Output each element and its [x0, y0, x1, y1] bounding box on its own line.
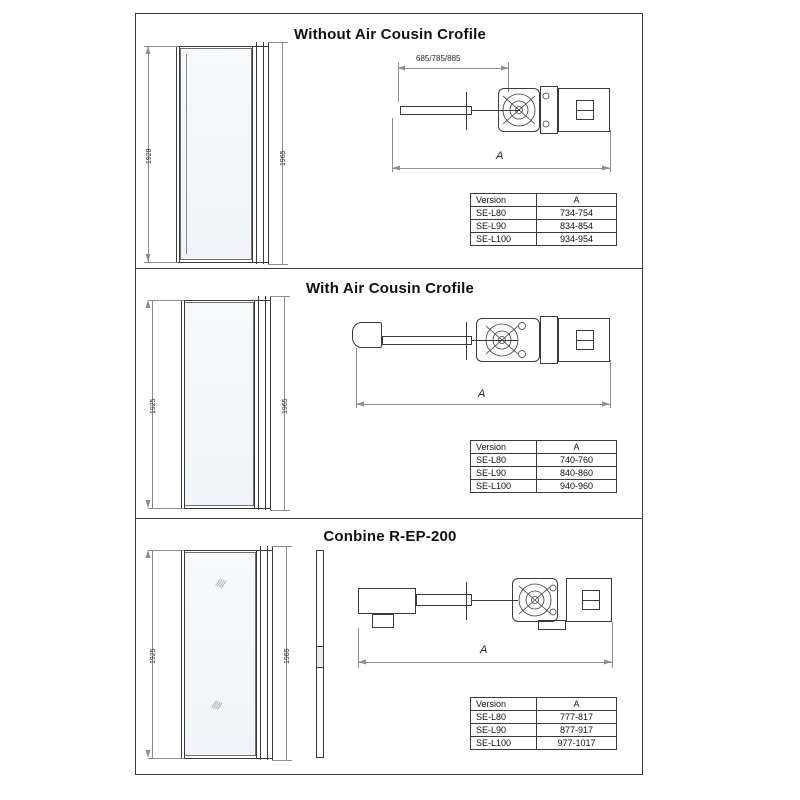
- panel-1-title: Without Air Cousin Crofile: [294, 26, 486, 43]
- elevation-2-height-left: 1925: [150, 398, 157, 414]
- elevation-2-dim-left-tick-bottom: [148, 508, 184, 509]
- spec-table-2-r3-version: SE-L100: [471, 480, 537, 493]
- panel-divider-1: [135, 268, 643, 269]
- table-row: [471, 711, 617, 724]
- spec-table-2-header-a: A: [537, 441, 617, 454]
- elevation-3-bottom-rail: [181, 758, 272, 759]
- spec-table-1-r2-a: 834-854: [537, 220, 617, 233]
- plan-3-wall-profile-slot-mid: [582, 600, 600, 601]
- spec-table-1-r1-a: 734-754: [537, 207, 617, 220]
- plan-2-overall-ext-right: [610, 360, 611, 408]
- plan-1-hinge-axis: [466, 92, 467, 130]
- spec-table-1-r1-version: SE-L80: [471, 207, 537, 220]
- plan-1-hinge-body: [498, 88, 540, 132]
- spec-table-2-r2-a: 840-860: [537, 467, 617, 480]
- table-row: [471, 467, 617, 480]
- plan-1-top-dimension: 685/785/885: [416, 54, 461, 63]
- elevation-2-mid-line: [254, 300, 255, 508]
- spec-table-1-header-a: A: [537, 194, 617, 207]
- elevation-1-mid-line: [252, 46, 253, 262]
- elevation-1-glass: [180, 48, 252, 260]
- elevation-1-dim-left-tick-top: [144, 46, 178, 47]
- spec-table-3-header-version: Version: [471, 698, 537, 711]
- plan-2-overall-ext-left: [356, 348, 357, 408]
- plan-2-hinge-plate: [540, 316, 558, 364]
- spec-table-2-r1-a: 740-760: [537, 454, 617, 467]
- elevation-3-dim-right-tick-bottom: [272, 760, 292, 761]
- elevation-1-bottom-rail: [176, 262, 268, 263]
- elevation-3-left-post: [181, 550, 182, 758]
- elevation-3-dim-right-tick-top: [272, 546, 292, 547]
- elevation-1-top-rail: [176, 46, 268, 47]
- spec-table-3-r3-a: 977-1017: [537, 737, 617, 750]
- elevation-3-height-left: 1925: [150, 648, 157, 664]
- table-row: [471, 737, 617, 750]
- plan-3-hinge-body: [512, 578, 558, 622]
- panel-2-title: With Air Cousin Crofile: [305, 280, 475, 297]
- plan-3-hinge-axis: [466, 582, 467, 620]
- elevation-2-left-post: [181, 300, 182, 508]
- spec-table-2-r2-version: SE-L90: [471, 467, 537, 480]
- table-row: [471, 233, 617, 246]
- spec-table-3: [470, 697, 617, 750]
- spec-table-3-r2-a: 877-917: [537, 724, 617, 737]
- elevation-2-top-rail: [181, 300, 270, 301]
- elevation-1-door-post-a: [256, 42, 257, 264]
- table-row: [471, 207, 617, 220]
- glass-hatch-lower: ////: [210, 698, 223, 714]
- plan-1-overall-label: A: [496, 150, 504, 162]
- elevation-3-left-post-inner: [184, 550, 185, 758]
- plan-3-overall-label: A: [480, 644, 488, 656]
- plan-1-overall-ext-right: [610, 130, 611, 172]
- spec-table-3-r1-version: SE-L80: [471, 711, 537, 724]
- spec-table-2-header-row: [471, 441, 617, 454]
- table-row: [471, 724, 617, 737]
- elevation-3-dim-left-tick-bottom: [148, 758, 184, 759]
- plan-1-overall-dim-line: [392, 168, 610, 169]
- spec-table-1-header-row: [471, 194, 617, 207]
- spec-table-2-r3-a: 940-960: [537, 480, 617, 493]
- elevation-1-door-post-b: [263, 42, 264, 264]
- plan-1-top-dim-ext-left: [398, 62, 399, 102]
- table-row: [471, 220, 617, 233]
- elevation-1-left-post: [176, 46, 177, 262]
- plan-3-overall-dim-line: [358, 662, 612, 663]
- elevation-2-height-right: 1965: [282, 398, 289, 414]
- panel-divider-2: [135, 518, 643, 519]
- elevation-2-door-post-c: [270, 296, 271, 510]
- elevation-1-dim-left-tick-bottom: [144, 262, 178, 263]
- elevation-1-dim-right-tick-top: [268, 42, 288, 43]
- spec-table-1-r3-version: SE-L100: [471, 233, 537, 246]
- spec-table-1-r2-version: SE-L90: [471, 220, 537, 233]
- spec-table-3-r2-version: SE-L90: [471, 724, 537, 737]
- plan-2-air-cushion-profile: [352, 322, 382, 348]
- panel-3-title: Conbine R-EP-200: [323, 528, 457, 545]
- plan-3-hinge-foot: [538, 620, 566, 630]
- elevation-3-mid-line: [256, 550, 257, 758]
- spec-table-3-r1-a: 777-817: [537, 711, 617, 724]
- plan-1-glass-bar: [400, 106, 472, 115]
- spec-table-1-header-version: Version: [471, 194, 537, 207]
- spec-table-2-header-version: Version: [471, 441, 537, 454]
- elevation-3-height-right: 1965: [284, 648, 291, 664]
- elevation-2-bottom-rail: [181, 508, 270, 509]
- elevation-1-left-post-inner: [179, 46, 180, 262]
- plan-3-overall-ext-right: [612, 622, 613, 668]
- elevation-2-door-post-b: [265, 296, 266, 510]
- elevation-2-door-post-a: [258, 296, 259, 510]
- plan-1-wall-profile-slot-mid: [576, 110, 594, 111]
- spec-table-3-header-row: [471, 698, 617, 711]
- elevation-2-dim-right-tick-bottom: [270, 510, 290, 511]
- spec-table-1: [470, 193, 617, 246]
- plan-2-hinge-axis: [466, 322, 467, 360]
- elevation-1-height-right: 1965: [280, 150, 287, 166]
- glass-hatch-upper: ////: [214, 576, 227, 592]
- spec-table-3-r3-version: SE-L100: [471, 737, 537, 750]
- spec-table-1-r3-a: 934-954: [537, 233, 617, 246]
- elevation-1-door-post-c: [268, 42, 269, 264]
- elevation-1-dim-right-tick-bottom: [268, 264, 288, 265]
- elevation-1-height-left: 1928: [146, 148, 153, 164]
- plan-2-hinge-body: [476, 318, 540, 362]
- elevation-2-dim-left-tick-top: [148, 300, 184, 301]
- elevation-2-left-post-inner: [184, 300, 185, 508]
- elevation-2-glass: [184, 302, 254, 506]
- spec-table-3-header-a: A: [537, 698, 617, 711]
- elevation-3-door-post-c: [272, 546, 273, 760]
- plan-2-wall-profile-slot-mid: [576, 340, 594, 341]
- table-row: [471, 454, 617, 467]
- plan-2-overall-dim-line: [356, 404, 610, 405]
- elevation-3-side-profile-handle: [316, 646, 324, 668]
- elevation-3-door-post-a: [260, 546, 261, 760]
- plan-2-overall-label: A: [478, 388, 486, 400]
- plan-1-top-dim-line: [398, 68, 508, 69]
- plan-1-hinge-plate: [540, 86, 558, 134]
- spec-table-2: [470, 440, 617, 493]
- plan-3-overall-ext-left: [358, 628, 359, 668]
- elevation-3-door-post-b: [267, 546, 268, 760]
- plan-3-glass-bar: [416, 594, 472, 606]
- spec-table-2-r1-version: SE-L80: [471, 454, 537, 467]
- table-row: [471, 480, 617, 493]
- elevation-3-top-rail: [181, 550, 272, 551]
- elevation-1-glass-edge: [186, 54, 187, 254]
- elevation-2-dim-right-tick-top: [270, 296, 290, 297]
- elevation-3-dim-left-tick-top: [148, 550, 184, 551]
- plan-1-overall-ext-left: [392, 118, 393, 172]
- plan-3-combine-profile: [358, 588, 416, 614]
- plan-2-glass-bar: [382, 336, 472, 345]
- plan-3-combine-foot: [372, 614, 394, 628]
